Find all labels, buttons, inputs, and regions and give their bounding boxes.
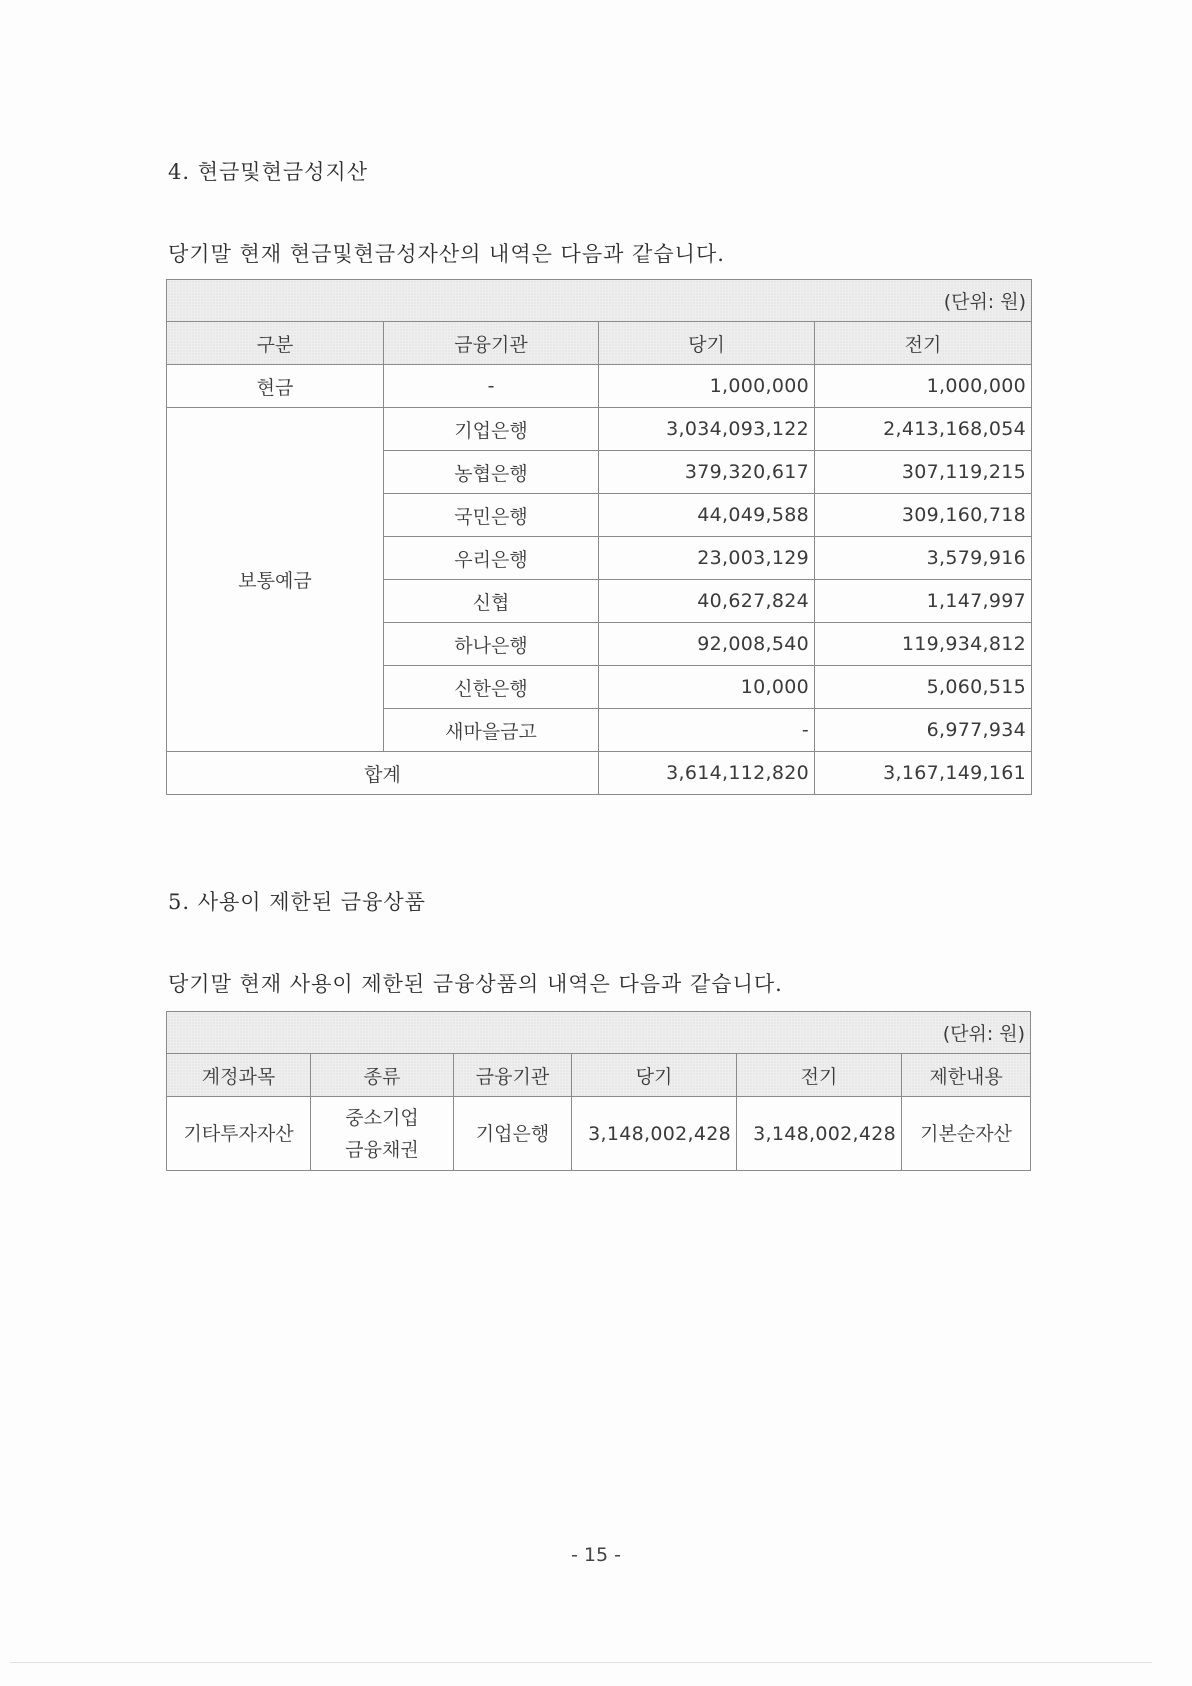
cell-institution: 농협은행 — [384, 451, 599, 494]
restricted-financial-products-table — [166, 1011, 1031, 1171]
cell-category: 현금 — [167, 365, 384, 408]
cell-type — [311, 1097, 454, 1171]
section-4-intro: 당기말 현재 현금및현금성자산의 내역은 다음과 같습니다. — [168, 242, 725, 266]
cell-prior: 1,000,000 — [815, 365, 1032, 408]
table-row-cash — [167, 365, 1032, 408]
cell-prior: 1,147,997 — [815, 580, 1032, 623]
cell-restriction: 기본순자산 — [902, 1097, 1031, 1171]
total-label: 합계 — [167, 752, 599, 795]
total-row — [167, 752, 1032, 795]
cell-prior: 2,413,168,054 — [815, 408, 1032, 451]
total-prior: 3,167,149,161 — [815, 752, 1032, 795]
cell-institution: 신협 — [384, 580, 599, 623]
unit-row — [167, 1012, 1031, 1054]
header-institution: 금융기관 — [384, 322, 599, 365]
cell-current: 1,000,000 — [599, 365, 815, 408]
header-account: 계정과목 — [167, 1054, 311, 1097]
header-row — [167, 1054, 1031, 1097]
section-5-heading: 5. 사용이 제한된 금융상품 — [168, 890, 426, 914]
cell-current: 40,627,824 — [599, 580, 815, 623]
cell-deposit-category: 보통예금 — [167, 408, 384, 752]
cell-current: 92,008,540 — [599, 623, 815, 666]
cell-institution: 새마을금고 — [384, 709, 599, 752]
table-row — [167, 408, 1032, 451]
header-type: 종류 — [311, 1054, 454, 1097]
cell-institution: 하나은행 — [384, 623, 599, 666]
cell-current: 379,320,617 — [599, 451, 815, 494]
cell-current: 23,003,129 — [599, 537, 815, 580]
header-current: 당기 — [599, 322, 815, 365]
cell-prior: 3,579,916 — [815, 537, 1032, 580]
cell-prior: 5,060,515 — [815, 666, 1032, 709]
cell-current: 3,034,093,122 — [599, 408, 815, 451]
unit-label: (단위: 원) — [167, 280, 1032, 322]
cell-current: 3,148,002,428 — [572, 1097, 737, 1171]
section-5-intro: 당기말 현재 사용이 제한된 금융상품의 내역은 다음과 같습니다. — [168, 972, 783, 996]
cell-institution: 기업은행 — [384, 408, 599, 451]
section-4-heading: 4. 현금및현금성지산 — [168, 160, 368, 184]
header-institution: 금융기관 — [454, 1054, 572, 1097]
cell-type-line1: 중소기업 — [345, 1106, 419, 1129]
total-current: 3,614,112,820 — [599, 752, 815, 795]
cell-current: 44,049,588 — [599, 494, 815, 537]
header-category: 구분 — [167, 322, 384, 365]
cell-current: 10,000 — [599, 666, 815, 709]
cell-type-line2: 금융채권 — [345, 1138, 419, 1161]
cell-current: - — [599, 709, 815, 752]
cell-prior: 307,119,215 — [815, 451, 1032, 494]
table-row — [167, 1097, 1031, 1171]
unit-label: (단위: 원) — [167, 1012, 1031, 1054]
cell-prior: 309,160,718 — [815, 494, 1032, 537]
unit-row — [167, 280, 1032, 322]
cell-institution: 우리은행 — [384, 537, 599, 580]
cell-prior: 3,148,002,428 — [737, 1097, 902, 1171]
cell-prior: 6,977,934 — [815, 709, 1032, 752]
header-restriction: 제한내용 — [902, 1054, 1031, 1097]
page-number: - 15 - — [571, 1544, 621, 1566]
cash-equivalents-table — [166, 279, 1032, 795]
header-prior: 전기 — [737, 1054, 902, 1097]
header-prior: 전기 — [815, 322, 1032, 365]
cell-institution: 신한은행 — [384, 666, 599, 709]
cell-institution: 기업은행 — [454, 1097, 572, 1171]
scan-edge-divider — [10, 1662, 1152, 1663]
header-current: 당기 — [572, 1054, 737, 1097]
header-row — [167, 322, 1032, 365]
cell-prior: 119,934,812 — [815, 623, 1032, 666]
cell-account: 기타투자자산 — [167, 1097, 311, 1171]
cell-institution: - — [384, 365, 599, 408]
cell-institution: 국민은행 — [384, 494, 599, 537]
